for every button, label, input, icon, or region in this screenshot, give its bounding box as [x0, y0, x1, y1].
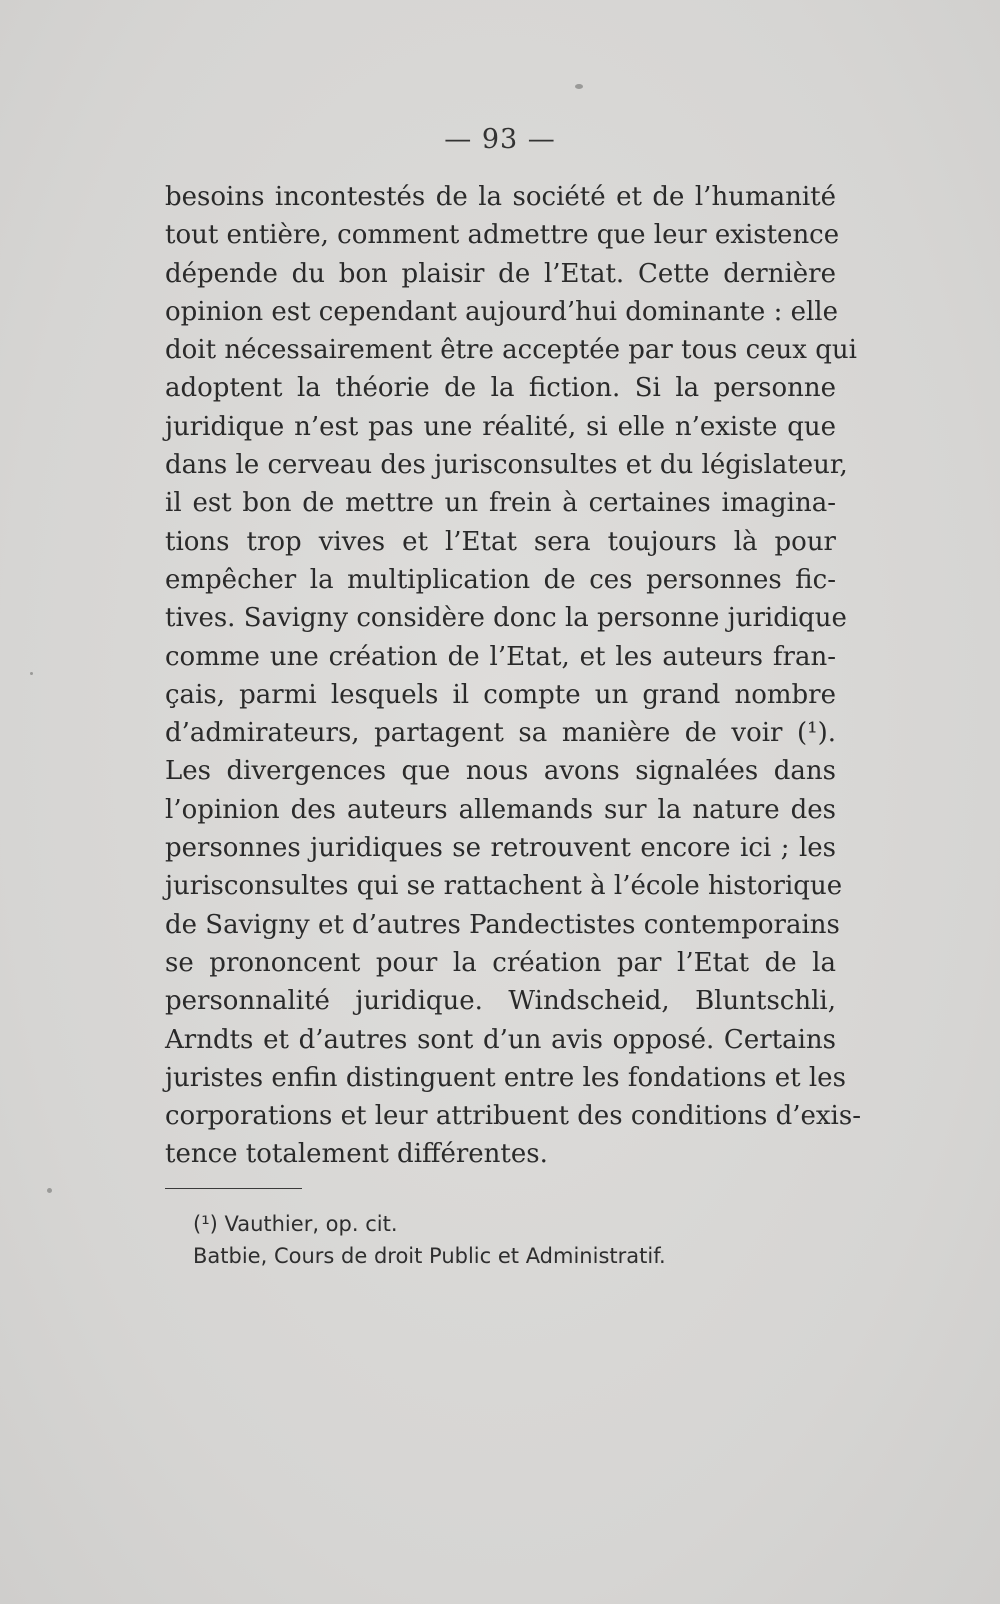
footnote-line: Batbie, Cours de droit Public et Administratif.: [193, 1244, 666, 1268]
text-line: empêcher la multiplication de ces personnes fic-: [165, 564, 836, 595]
paper-speck: [30, 672, 33, 675]
paper-speck: [47, 1188, 52, 1193]
text-line: personnes juridiques se retrouvent encore ici ; les: [165, 833, 836, 864]
text-line: il est bon de mettre un frein à certaines imagina-: [165, 488, 836, 519]
text-line: l’opinion des auteurs allemands sur la nature des: [165, 794, 836, 825]
text-line: jurisconsultes qui se rattachent à l’école historique: [165, 871, 843, 902]
text-line: tives. Savigny considère donc la personne juridique: [165, 603, 847, 634]
body-text: [165, 178, 861, 1174]
text-line: doit nécessairement être acceptée par tous ceux qui: [165, 335, 857, 366]
text-line: se prononcent pour la création par l’Etat de la: [165, 947, 836, 978]
text-line: tout entière, comment admettre que leur existence: [165, 220, 840, 251]
footnote-divider: [165, 1188, 302, 1189]
text-line: juristes enfin distinguent entre les fondations et les: [165, 1062, 846, 1093]
footnote-line: (¹) Vauthier, op. cit.: [193, 1212, 398, 1236]
text-line: tions trop vives et l’Etat sera toujours là pour: [165, 526, 836, 557]
text-line: dans le cerveau des jurisconsultes et du législateur,: [165, 450, 848, 481]
text-line: tence totalement différentes.: [165, 1139, 548, 1170]
text-line: personnalité juridique. Windscheid, Bluntschli,: [165, 986, 836, 1017]
text-line: çais, parmi lesquels il compte un grand nombre: [165, 679, 836, 710]
text-line: Les divergences que nous avons signalées dans: [165, 756, 836, 787]
text-line: comme une création de l’Etat, et les auteurs fran-: [165, 641, 836, 672]
text-line: juridique n’est pas une réalité, si elle n’existe que: [165, 411, 836, 442]
footnotes: [193, 1208, 793, 1272]
text-line: de Savigny et d’autres Pandectistes contemporains: [165, 909, 840, 940]
text-line: adoptent la théorie de la fiction. Si la personne: [165, 373, 836, 404]
text-line: besoins incontestés de la société et de l’humanité: [165, 182, 836, 212]
text-line: dépende du bon plaisir de l’Etat. Cette dernière: [165, 258, 836, 289]
text-line: d’admirateurs, partagent sa manière de voir (¹).: [165, 718, 836, 749]
page-number: — 93 —: [444, 124, 556, 155]
text-line: opinion est cependant aujourd’hui dominante : elle: [165, 296, 839, 327]
text-line: corporations et leur attribuent des conditions d’exis-: [165, 1101, 861, 1132]
text-line: Arndts et d’autres sont d’un avis opposé. Certains: [165, 1024, 836, 1055]
paper-speck: [575, 84, 583, 89]
